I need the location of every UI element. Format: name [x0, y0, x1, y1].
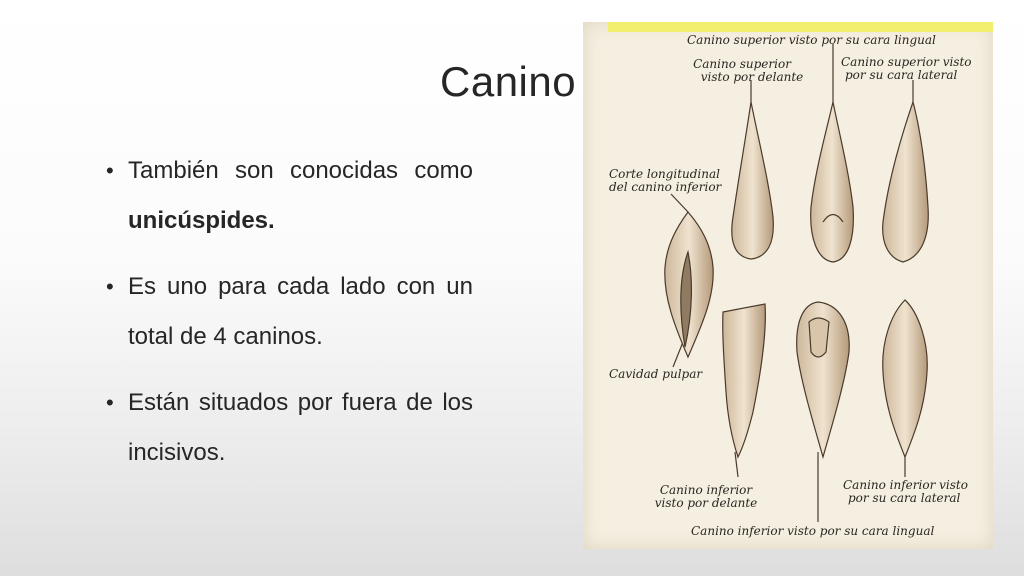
upper-canine-lingual-tooth: [811, 102, 854, 262]
canine-teeth-illustration: [583, 22, 993, 549]
caption-lower-lateral-line2: por su cara lateral: [848, 491, 961, 505]
caption-upper-lateral-line1: Canino superior visto: [841, 55, 972, 69]
caption-section-line1: Corte longitudinal: [609, 167, 720, 181]
bullet-text: Están situados por fuera de los incisivos.: [128, 389, 473, 466]
leader-line: [671, 194, 688, 212]
slide-title: Canino: [440, 58, 577, 105]
caption-lower-front-line2: visto por delante: [654, 496, 758, 510]
bullet-item: [106, 378, 473, 478]
caption-upper-lingual: Canino superior visto por su cara lingual: [687, 33, 936, 47]
caption-pulp-cavity: Cavidad pulpar: [609, 367, 703, 381]
bullet-text: Es uno para cada lado con un total de 4 caninos.: [128, 273, 473, 350]
caption-upper-front-line1: Canino superior: [693, 57, 791, 71]
bullet-list: [106, 146, 473, 494]
lower-canine-lateral-tooth: [883, 300, 927, 457]
bullet-bold-term: unicúspides.: [128, 207, 275, 234]
caption-section-line2: del canino inferior: [609, 180, 722, 194]
caption-lower-lingual: Canino inferior visto por su cara lingual: [691, 524, 935, 538]
bullet-item: [106, 262, 473, 362]
bullet-text: También son conocidas como: [128, 157, 473, 184]
caption-upper-lateral-line2: por su cara lateral: [845, 68, 958, 82]
lower-canine-front-tooth: [723, 304, 766, 457]
caption-lower-lateral-line1: Canino inferior visto: [843, 478, 968, 492]
leader-line: [673, 342, 683, 367]
caption-upper-front-line2: visto por delante: [700, 70, 804, 84]
teeth-drawing: [583, 22, 993, 549]
caption-lower-front-line1: Canino inferior: [659, 483, 753, 497]
bullet-item: [106, 146, 473, 246]
upper-canine-lateral-tooth: [883, 102, 929, 262]
upper-canine-front-tooth: [732, 102, 774, 259]
